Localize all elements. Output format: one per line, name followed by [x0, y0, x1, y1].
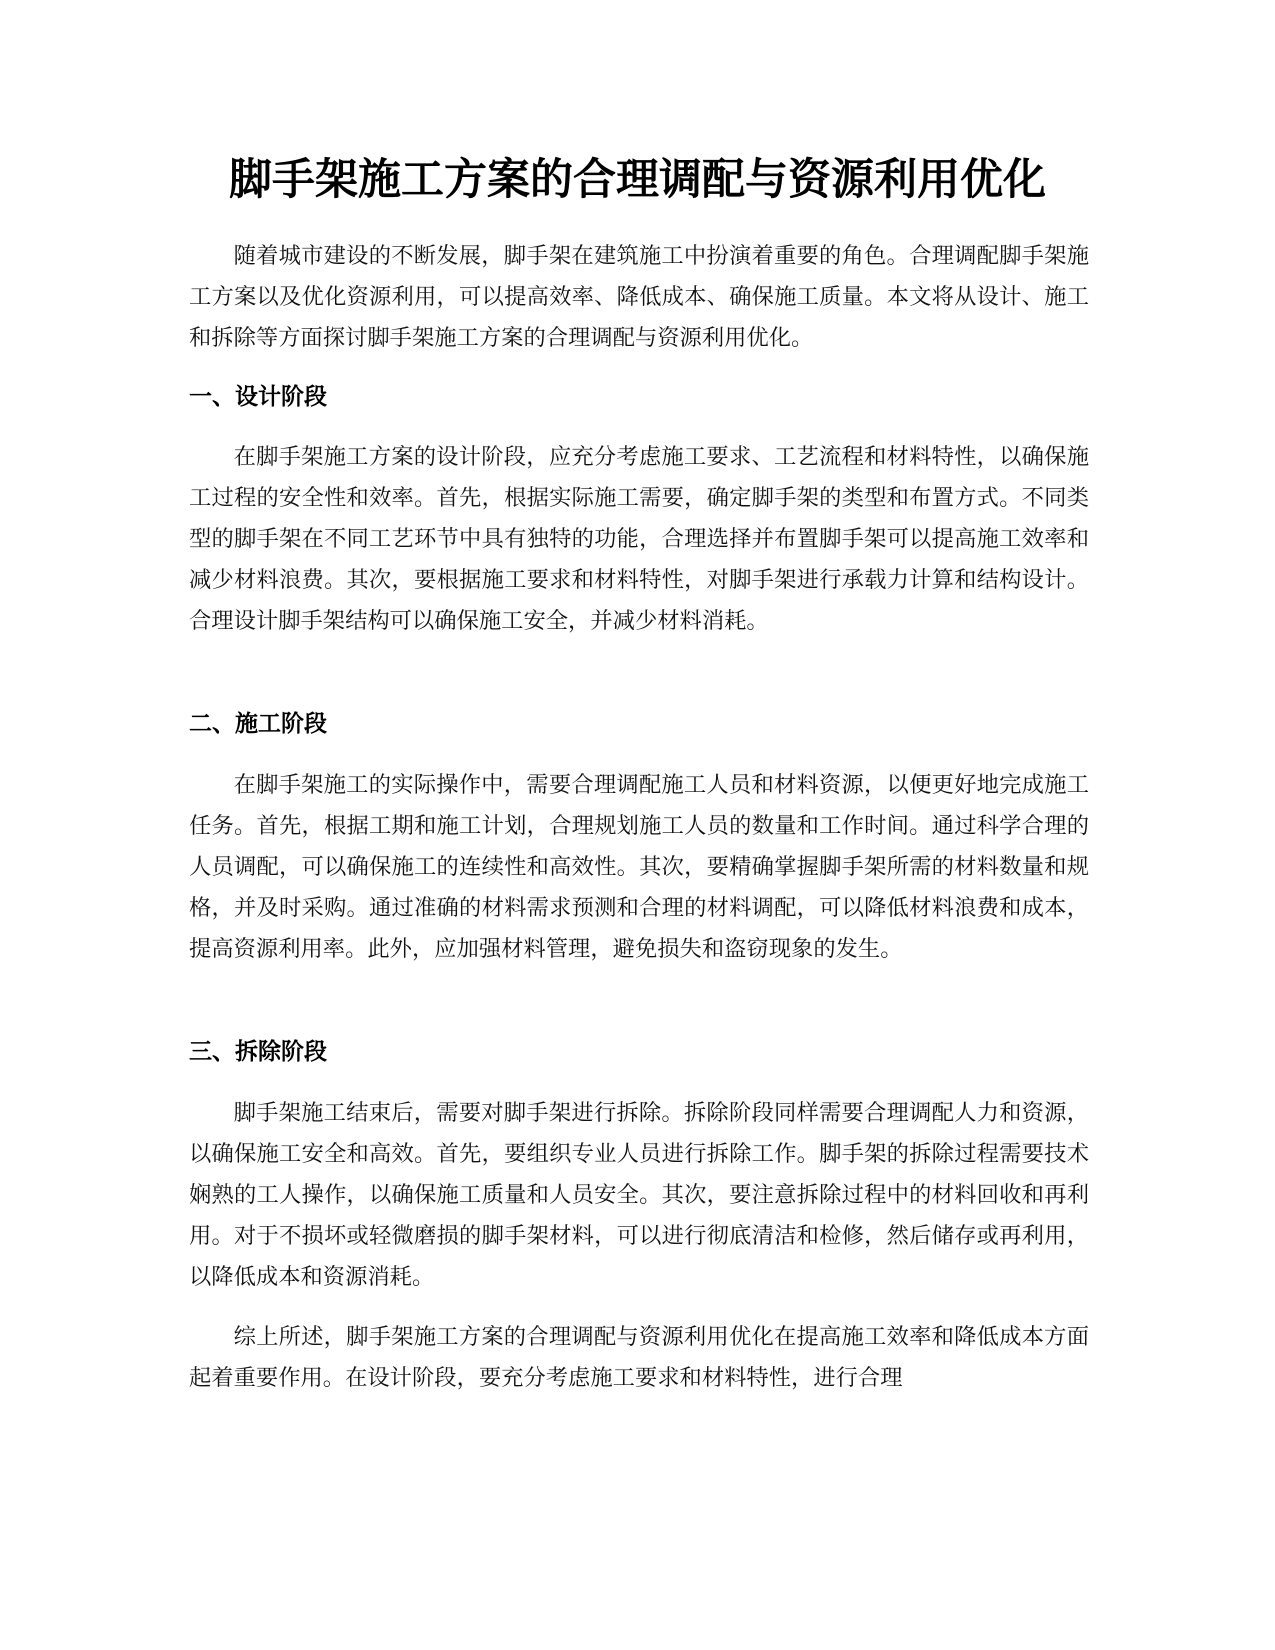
section-body-demolition: 脚手架施工结束后，需要对脚手架进行拆除。拆除阶段同样需要合理调配人力和资源，以确保施工安全和高效。首先，要组织专业人员进行拆除工作。脚手架的拆除过程需要技术娴熟的工人操作，以确保施工质量和人员安全。其次，要注意拆除过程中的材料回收和再利用。对于不损坏或轻微磨损的脚手架材料，可以进行彻底清洁和检修，然后储存或再利用，以降低成本和资源消耗。 [189, 1100, 1089, 1290]
section-body-design: 在脚手架施工方案的设计阶段，应充分考虑施工要求、工艺流程和材料特性，以确保施工过程的安全性和效率。首先，根据实际施工需要，确定脚手架的类型和布置方式。不同类型的脚手架在不同工艺环节中具有独特的功能，合理选择并布置脚手架可以提高施工效率和减少材料浪费。其次，要根据施工要求和材料特性，对脚手架进行承载力计算和结构设计。合理设计脚手架结构可以确保施工安全，并减少材料消耗。 [189, 444, 1089, 634]
conclusion-paragraph: 综上所述，脚手架施工方案的合理调配与资源利用优化在提高施工效率和降低成本方面起着重要作用。在设计阶段，要充分考虑施工要求和材料特性，进行合理 [189, 1324, 1089, 1391]
document-title: 脚手架施工方案的合理调配与资源利用优化 [229, 155, 1046, 205]
intro-paragraph: 随着城市建设的不断发展，脚手架在建筑施工中扮演着重要的角色。合理调配脚手架施工方案以及优化资源利用，可以提高效率、降低成本、确保施工质量。本文将从设计、施工和拆除等方面探讨脚手架施工方案的合理调配与资源利用优化。 [189, 243, 1089, 351]
section-heading-demolition: 三、拆除阶段 [189, 1039, 327, 1065]
section-body-construction: 在脚手架施工的实际操作中，需要合理调配施工人员和材料资源，以便更好地完成施工任务。首先，根据工期和施工计划，合理规划施工人员的数量和工作时间。通过科学合理的人员调配，可以确保施工的连续性和高效性。其次，要精确掌握脚手架所需的材料数量和规格，并及时采购。通过准确的材料需求预测和合理的材料调配，可以降低材料浪费和成本，提高资源利用率。此外，应加强材料管理，避免损失和盗窃现象的发生。 [189, 772, 1089, 962]
section-heading-construction: 二、施工阶段 [189, 711, 327, 737]
section-heading-design: 一、设计阶段 [189, 384, 327, 410]
